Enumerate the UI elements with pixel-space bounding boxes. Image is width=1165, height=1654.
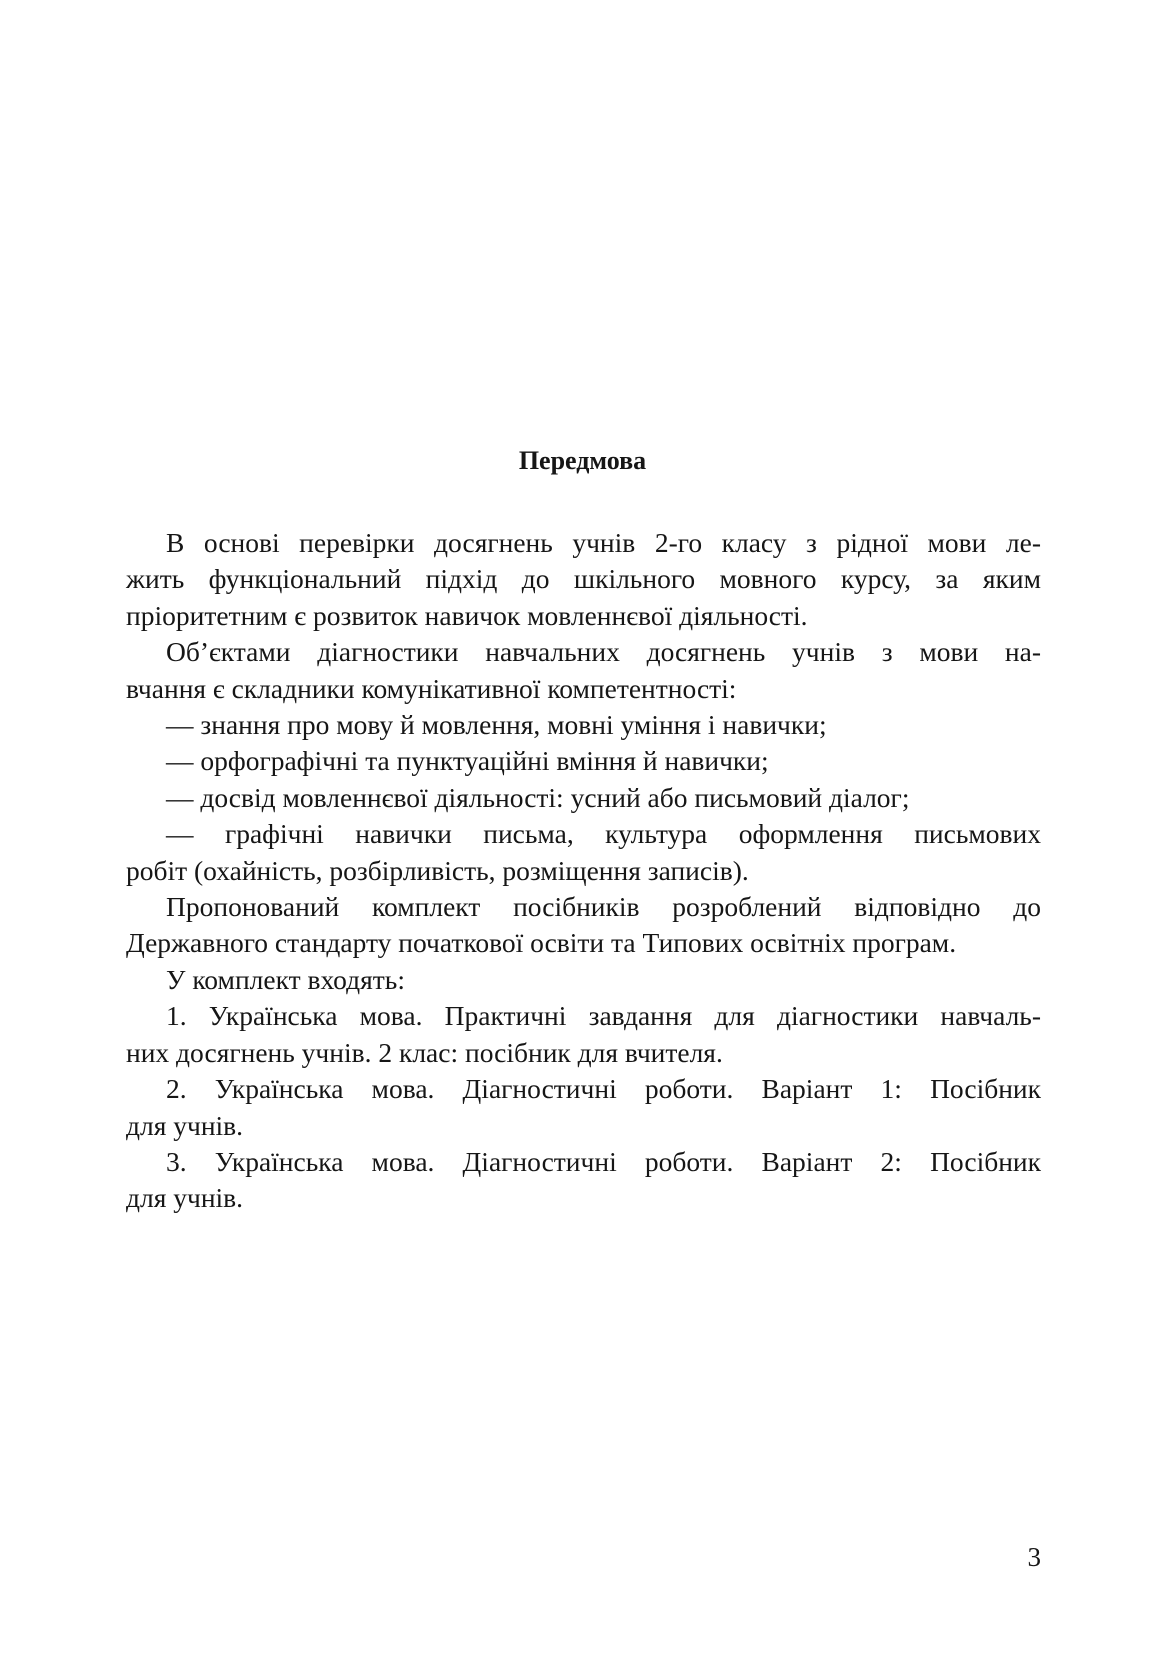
text-line: для учнів.	[126, 1109, 244, 1141]
text-line: них досягнень учнів. 2 клас: посібник для вчителя.	[126, 1036, 723, 1068]
text-line: — знання про мову й мовлення, мовні уміння і навички;	[166, 709, 827, 741]
paragraph-kit	[126, 889, 1041, 962]
text-line: — орфографічні та пунктуаційні вміння й навички;	[166, 745, 769, 777]
text-line: 1. Українська мова. Практичні завдання для діагностики навчаль-	[166, 1000, 1041, 1032]
page-title: Передмова	[518, 446, 647, 475]
paragraph-objects	[126, 634, 1041, 707]
list-item-book-2	[126, 1071, 1041, 1144]
list-item-graphic-skills	[126, 816, 1041, 889]
text-line: вчання є складники комунікативної компетентності:	[126, 672, 737, 704]
paragraph-kit-contents	[126, 962, 1041, 998]
paragraph-intro	[126, 525, 1041, 634]
text-line: робіт (охайність, розбірливість, розміщення записів).	[126, 854, 749, 886]
text-line: — графічні навички письма, культура оформлення письмових	[166, 818, 1041, 850]
body-text	[126, 525, 1041, 1217]
text-line: для учнів.	[126, 1182, 244, 1214]
text-line: Пропонований комплект посібників розроблений відповідно до	[166, 891, 1041, 923]
text-line: — досвід мовленнєвої діяльності: усний або письмовий діалог;	[166, 781, 910, 813]
text-line: 3. Українська мова. Діагностичні роботи. Варіант 2: Посібник	[166, 1145, 1041, 1177]
list-item-orthography	[126, 743, 1041, 779]
text-line: 2. Українська мова. Діагностичні роботи. Варіант 1: Посібник	[166, 1073, 1041, 1105]
text-line: Державного стандарту початкової освіти та Типових освітніх програм.	[126, 927, 957, 959]
text-line: жить функціональний підхід до шкільного мовного курсу, за яким	[126, 563, 1041, 595]
text-line: Об’єктами діагностики навчальних досягнень учнів з мови на-	[166, 636, 1041, 668]
text-line: У комплект входять:	[166, 963, 405, 995]
text-line: пріоритетним є розвиток навичок мовленнєвої діяльності.	[126, 599, 808, 631]
page-number: 3	[1027, 1542, 1041, 1572]
list-item-book-3	[126, 1144, 1041, 1217]
text-line: В основі перевірки досягнень учнів 2-го класу з рідної мови ле-	[166, 527, 1041, 558]
list-item-book-1	[126, 998, 1041, 1071]
list-item-speech-experience	[126, 780, 1041, 816]
list-item-knowledge	[126, 707, 1041, 743]
